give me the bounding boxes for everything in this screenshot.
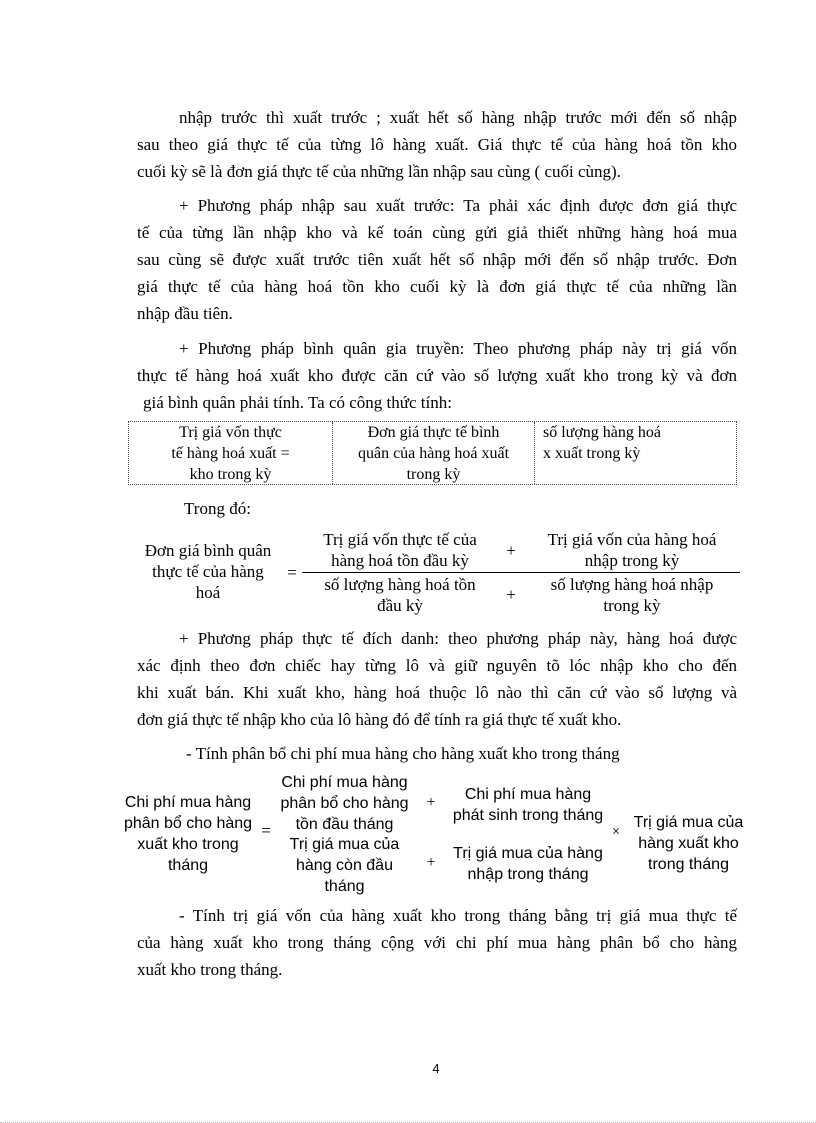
table-cell-unit-price <box>333 422 534 484</box>
table-cell-quantity <box>543 422 733 484</box>
paragraph-weighted-average <box>137 335 737 416</box>
times-sign: × <box>611 824 621 840</box>
plus-sign: + <box>506 585 516 604</box>
text-line: giá thực tế của hàng hoá tồn kho cuối kỳ là đơn giá thực tế của những lần <box>137 277 737 296</box>
text-line: giá bình quân phải tính. Ta có công thức tính: <box>143 393 452 412</box>
num-line: Chi phí mua hàng <box>281 774 408 791</box>
den-line: tháng <box>324 878 365 895</box>
lhs-line: tháng <box>167 857 209 874</box>
plus-sign: + <box>426 794 436 811</box>
den-line: số lượng hàng hoá nhập <box>550 575 714 594</box>
page-number: 4 <box>432 1061 440 1076</box>
text-line: + Phương pháp thực tế đích danh: theo phương pháp này, hàng hoá được <box>179 629 737 648</box>
lhs-line: hoá <box>195 583 221 602</box>
text-line: khi xuất bán. Khi xuất kho, hàng hoá thuộc lô nào thì căn cứ vào số lượng và <box>137 683 737 702</box>
cell-line: Trị giá vốn thực <box>179 424 282 441</box>
paragraph-cost-value <box>137 902 737 983</box>
text-line: nhập trước thì xuất trước ; xuất hết số hàng nhập trước mới đến số nhập <box>179 108 737 127</box>
den-line: số lượng hàng hoá tồn <box>324 575 476 594</box>
text-line: nhập đầu tiên. <box>137 304 233 323</box>
table-divider <box>534 422 535 484</box>
text-line: tế của từng lần nhập kho và kế toán cùng gửi giả thiết những hàng hoá mua <box>137 223 737 242</box>
text-line: + Phương pháp bình quân gia truyền: Theo phương pháp này trị giá vốn <box>179 339 737 358</box>
formula-rhs <box>626 812 751 875</box>
text-line: sau theo giá thực tế của từng lô hàng xuất. Giá thực tế của hàng hoá tồn kho <box>137 135 737 154</box>
cell-line: số lượng hàng hoá <box>543 424 662 441</box>
den-line: hàng còn đầu <box>296 857 393 874</box>
num-line: nhập trong kỳ <box>584 551 680 570</box>
equals-sign: = <box>287 563 297 582</box>
lhs-line: Chi phí mua hàng <box>124 794 252 811</box>
paragraph-fifo-continued <box>137 104 737 185</box>
text-line: đơn giá thực tế nhập kho của lô hàng đó để tính ra giá thực tế xuất kho. <box>137 710 622 729</box>
num-line: hàng hoá tồn đầu kỳ <box>331 551 469 570</box>
formula-lhs <box>118 792 258 876</box>
denominator-left <box>272 834 417 897</box>
den-line: nhập trong tháng <box>467 866 589 883</box>
formula-table <box>128 421 737 485</box>
plus-sign: + <box>426 854 436 871</box>
text-line: thực tế hàng hoá xuất kho được căn cứ vào số lượng xuất kho trong kỳ và đơn <box>137 366 737 385</box>
text-line: cuối kỳ sẽ là đơn giá thực tế của những lần nhập sau cùng ( cuối cùng). <box>137 162 621 181</box>
num-line: Trị giá vốn thực tế của <box>323 530 477 549</box>
num-line: Trị giá vốn của hàng hoá <box>547 530 717 549</box>
rhs-line: Trị giá mua của <box>633 814 744 831</box>
den-line: đầu kỳ <box>377 596 423 615</box>
denominator-right <box>522 574 742 616</box>
plus-sign: + <box>506 541 516 560</box>
lhs-line: Đơn giá bình quân <box>144 541 272 560</box>
text-line: sau cùng sẽ được xuất trước tiên xuất hết số nhập mới đến số nhập trước. Đơn <box>137 250 737 269</box>
cell-line: tế hàng hoá xuất = <box>171 445 290 462</box>
equals-sign: = <box>261 821 271 840</box>
denominator-right <box>443 843 613 885</box>
text-line: xuất kho trong tháng. <box>137 960 283 979</box>
cell-line: trong kỳ <box>406 466 461 483</box>
den-line: Trị giá mua của hàng <box>453 845 603 862</box>
num-line: phân bổ cho hàng <box>280 795 409 812</box>
lhs-line: xuất kho trong <box>137 836 239 853</box>
cell-line: Đơn giá thực tế bình <box>367 424 500 441</box>
cell-line: x xuất trong kỳ <box>543 445 641 462</box>
numerator-left <box>300 529 500 571</box>
denominator-left <box>300 574 500 616</box>
rhs-line: hàng xuất kho <box>638 835 739 852</box>
numerator-right <box>522 529 742 571</box>
den-line: Trị giá mua của <box>289 836 400 853</box>
num-line: phát sinh trong tháng <box>452 807 604 824</box>
num-line: tồn đầu tháng <box>295 816 394 833</box>
lhs-line: phân bổ cho hàng <box>123 815 253 832</box>
numerator-left <box>272 772 417 835</box>
label-trong-do: Trong đó: <box>184 499 251 518</box>
rhs-line: trong tháng <box>648 856 729 873</box>
num-line: Chi phí mua hàng <box>464 786 592 803</box>
text-line: của hàng xuất kho trong tháng cộng với chi phí mua hàng phân bổ cho hàng <box>137 933 737 952</box>
den-line: trong kỳ <box>603 596 661 615</box>
paragraph-lifo <box>137 192 737 327</box>
text-line: + Phương pháp nhập sau xuất trước: Ta phải xác định được đơn giá thực <box>179 196 737 215</box>
paragraph-specific-identification <box>137 625 737 733</box>
formula-lhs <box>128 540 288 603</box>
text-line: - Tính trị giá vốn của hàng xuất kho trong tháng bằng trị giá mua thực tế <box>179 906 737 925</box>
section-heading-allocation: - Tính phân bổ chi phí mua hàng cho hàng xuất kho trong tháng <box>186 744 620 763</box>
lhs-line: thực tế của hàng <box>152 562 264 581</box>
cell-line: quân của hàng hoá xuất <box>357 445 510 462</box>
table-cell-cost-of-goods <box>129 422 332 484</box>
text-line: xác định theo đơn chiếc hay từng lô và giữ nguyên tõ lóc nhập kho cho đến <box>137 656 737 675</box>
fraction-bar <box>302 572 740 573</box>
numerator-right <box>443 784 613 826</box>
cell-line: kho trong kỳ <box>189 466 272 483</box>
